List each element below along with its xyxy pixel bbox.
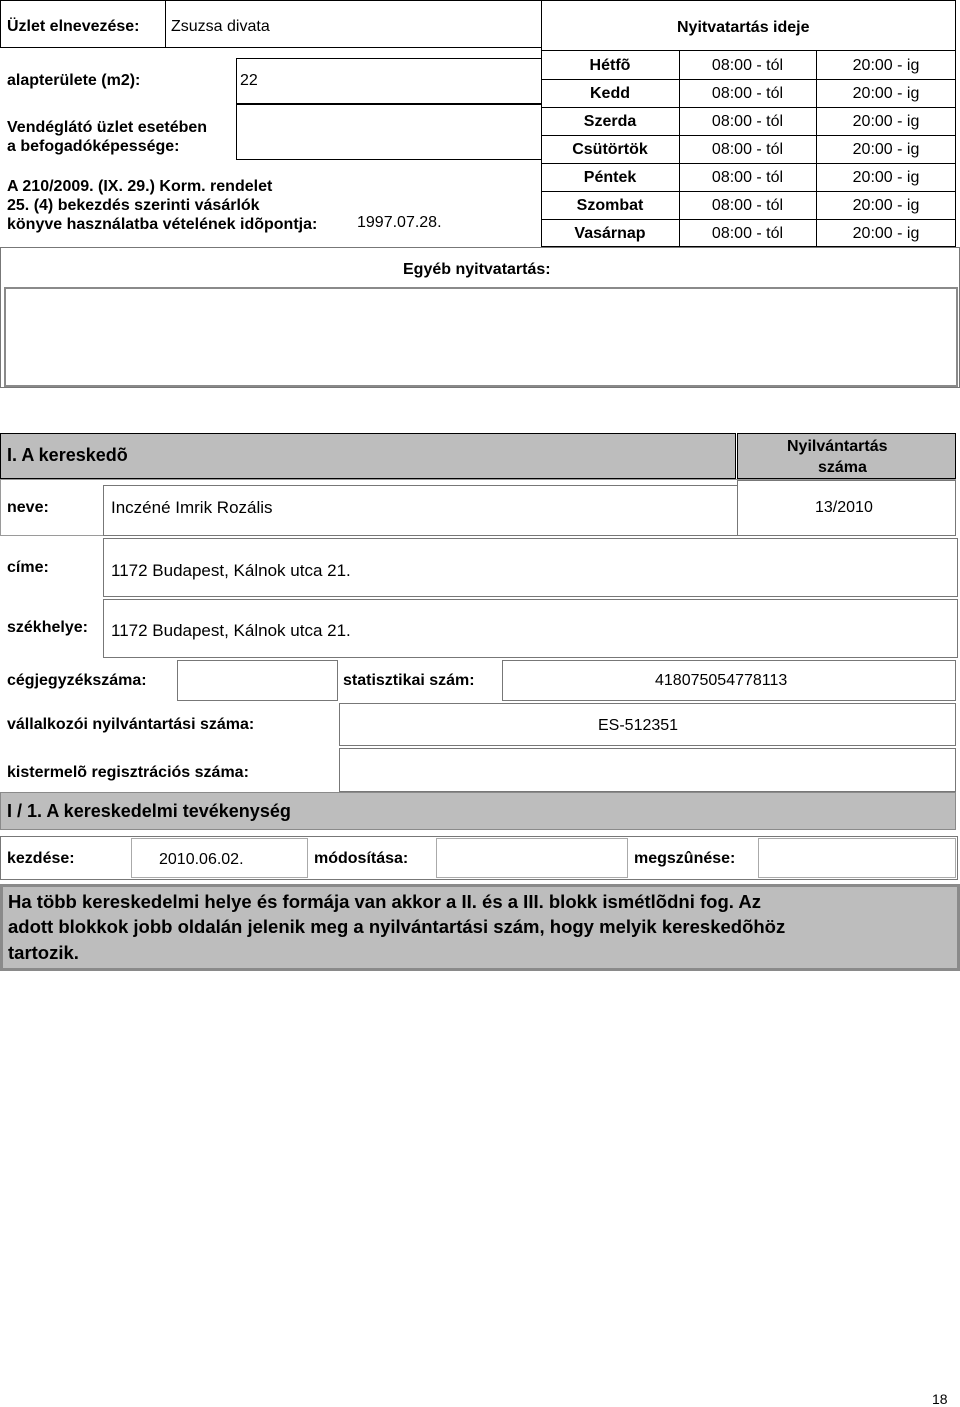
area-value: 22 xyxy=(240,72,258,89)
shop-name-divider xyxy=(165,0,166,48)
opening-hours-from: 08:00 - tól xyxy=(711,225,784,242)
opening-hours-row-line xyxy=(541,135,956,136)
area-label: alapterülete (m2): xyxy=(7,72,141,89)
stat-number-label: statisztikai szám: xyxy=(343,672,475,689)
opening-hours-day: Hétfõ xyxy=(589,57,631,74)
opening-hours-row-line xyxy=(541,219,956,220)
trader-address-label: címe: xyxy=(7,559,49,576)
opening-hours-day: Péntek xyxy=(583,169,637,186)
other-hours-field[interactable] xyxy=(4,287,958,387)
repeat-note-line-1: Ha több kereskedelmi helye és formája van akkor a II. és a III. blokk ismétlõdni fog. Az xyxy=(8,891,761,912)
opening-hours-from: 08:00 - tól xyxy=(711,169,784,186)
complaint-book-label-1: A 210/2009. (IX. 29.) Korm. rendelet xyxy=(7,178,273,195)
opening-hours-header-line xyxy=(541,50,956,51)
trader-name-value: Inczéné Imrik Rozális xyxy=(111,498,273,517)
complaint-book-label-3: könyve használatba vételének idõpontja: xyxy=(7,216,318,233)
trader-address-value: 1172 Budapest, Kálnok utca 21. xyxy=(111,561,351,580)
activity-mod-label: módosítása: xyxy=(314,850,409,867)
stat-number-value: 418075054778113 xyxy=(655,672,788,689)
opening-hours-row-line xyxy=(541,79,956,80)
opening-hours-day: Szombat xyxy=(576,197,644,214)
area-value-box xyxy=(236,58,542,104)
entrepreneur-reg-value: ES-512351 xyxy=(598,717,679,734)
activity-end-field xyxy=(758,838,956,878)
opening-hours-from: 08:00 - tól xyxy=(711,141,784,158)
opening-hours-day: Vasárnap xyxy=(574,225,646,242)
producer-reg-label: kistermelõ regisztrációs száma: xyxy=(7,764,249,781)
trader-seat-label: székhelye: xyxy=(7,619,88,636)
complaint-book-date: 1997.07.28. xyxy=(357,214,442,231)
reg-number-header-1: Nyilvántartás xyxy=(787,438,888,455)
activity-start-label: kezdése: xyxy=(7,850,75,867)
opening-hours-to: 20:00 - ig xyxy=(852,141,920,158)
company-reg-label: cégjegyzékszáma: xyxy=(7,672,147,689)
opening-hours-row-line xyxy=(541,163,956,164)
reg-number-value: 13/2010 xyxy=(815,499,873,516)
complaint-book-label-2: 25. (4) bekezdés szerinti vásárlók xyxy=(7,197,260,214)
activity-start-value: 2010.06.02. xyxy=(159,851,244,868)
repeat-note-line-2: adott blokkok jobb oldalán jelenik meg a nyilvántartási szám, hogy melyik kereskedõhöz xyxy=(8,916,786,937)
opening-hours-to: 20:00 - ig xyxy=(852,169,920,186)
producer-reg-field xyxy=(339,748,956,792)
repeat-note-line-3: tartozik. xyxy=(8,942,79,963)
trader-name-label: neve: xyxy=(7,499,49,516)
shop-name-label: Üzlet elnevezése: xyxy=(7,18,140,35)
opening-hours-from: 08:00 - tól xyxy=(711,197,784,214)
shop-name-value: Zsuzsa divata xyxy=(171,18,270,35)
capacity-label-2: a befogadóképessége: xyxy=(7,138,180,155)
activity-mod-field xyxy=(436,838,628,878)
opening-hours-row-line xyxy=(541,191,956,192)
other-hours-label: Egyéb nyitvatartás: xyxy=(403,261,551,278)
opening-hours-day: Szerda xyxy=(583,113,637,130)
opening-hours-day: Kedd xyxy=(590,85,630,102)
opening-hours-to: 20:00 - ig xyxy=(852,197,920,214)
opening-hours-day: Csütörtök xyxy=(572,141,648,158)
activity-section-title: I / 1. A kereskedelmi tevékenység xyxy=(7,801,291,821)
opening-hours-row-line xyxy=(541,107,956,108)
page-number: 18 xyxy=(932,1391,948,1407)
opening-hours-from: 08:00 - tól xyxy=(711,57,784,74)
capacity-label-1: Vendéglátó üzlet esetében xyxy=(7,119,208,136)
opening-hours-to: 20:00 - ig xyxy=(852,225,920,242)
opening-hours-to: 20:00 - ig xyxy=(852,113,920,130)
entrepreneur-reg-label: vállalkozói nyilvántartási száma: xyxy=(7,716,255,733)
company-reg-field xyxy=(177,660,338,701)
trader-seat-value: 1172 Budapest, Kálnok utca 21. xyxy=(111,621,351,640)
opening-hours-title: Nyitvatartás ideje xyxy=(677,19,810,36)
reg-number-header-2: száma xyxy=(818,459,867,476)
opening-hours-to: 20:00 - ig xyxy=(852,57,920,74)
opening-hours-to: 20:00 - ig xyxy=(852,85,920,102)
capacity-value-box xyxy=(236,104,542,160)
activity-end-label: megszûnése: xyxy=(634,850,736,867)
trader-section-title: I. A kereskedõ xyxy=(7,445,128,465)
opening-hours-from: 08:00 - tól xyxy=(711,85,784,102)
opening-hours-from: 08:00 - tól xyxy=(711,113,784,130)
